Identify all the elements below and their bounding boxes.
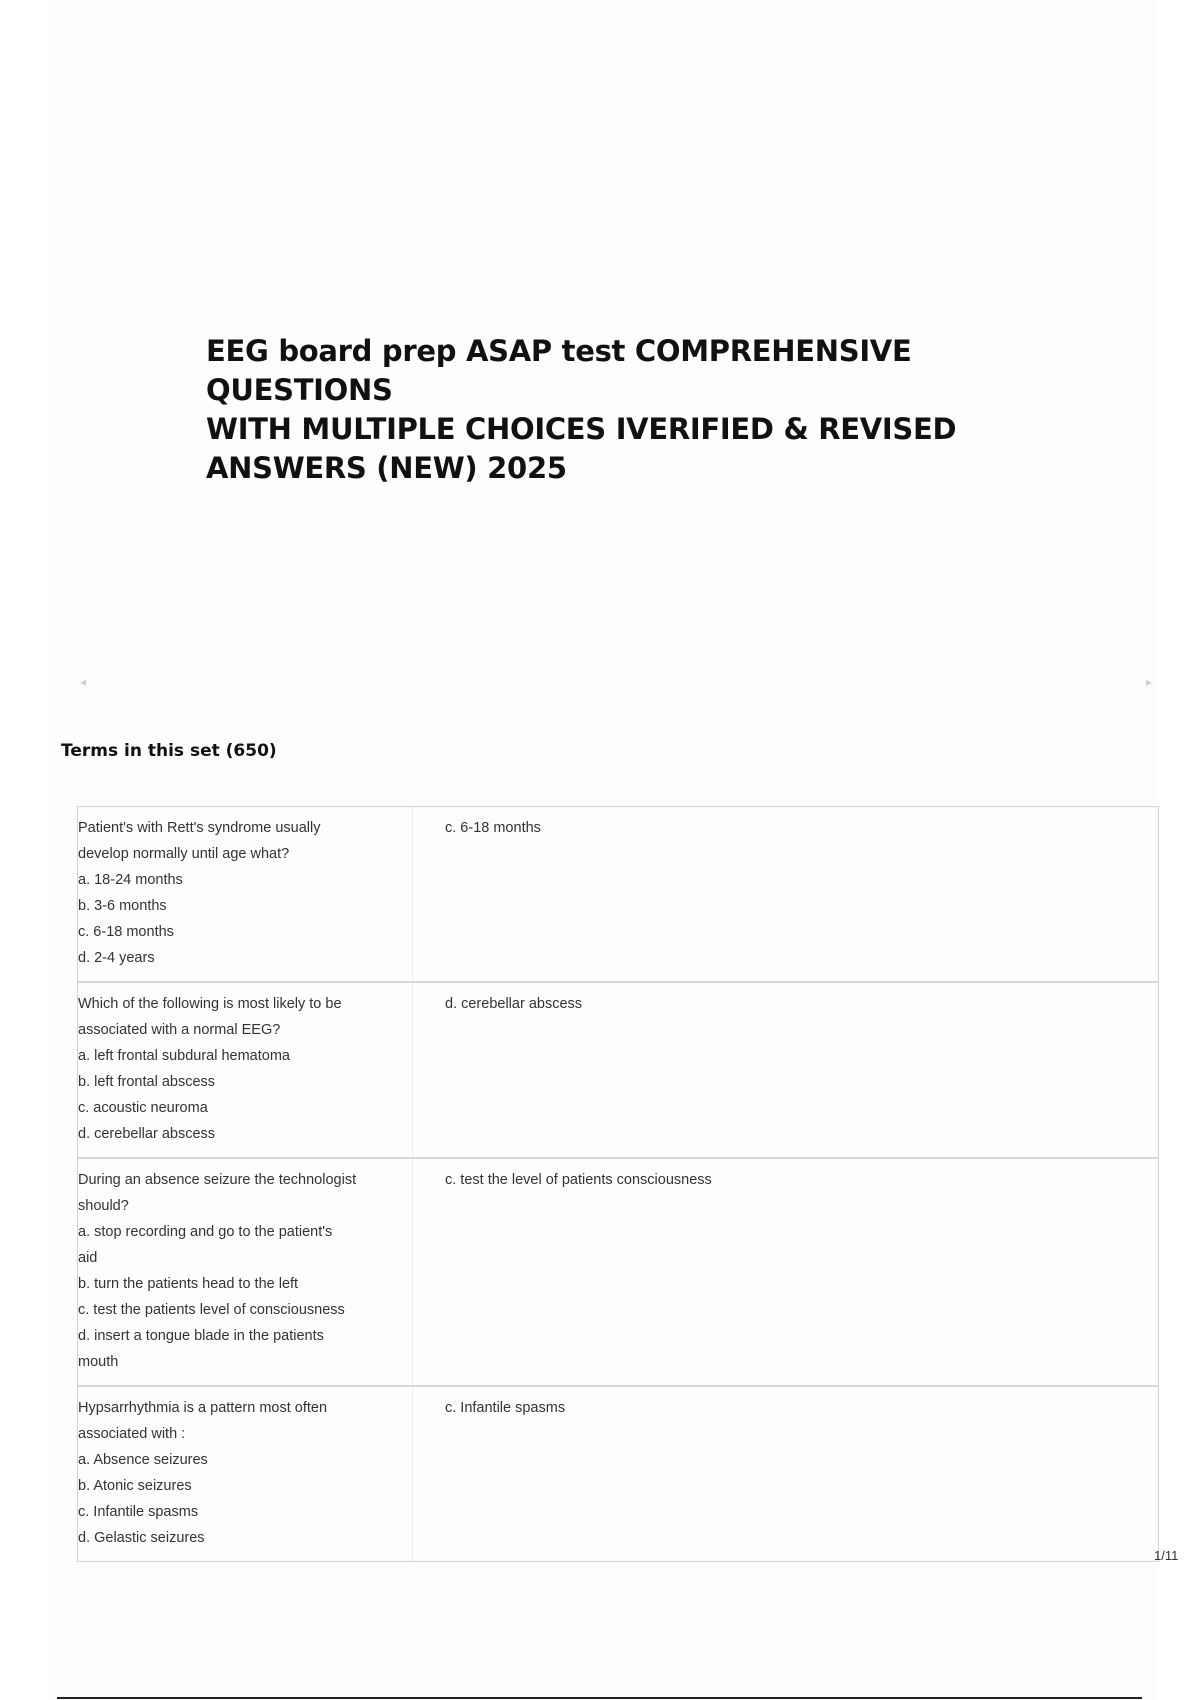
choice-line: d. 2-4 years xyxy=(78,950,155,966)
term-answer xyxy=(413,983,1158,1157)
answer-text: c. test the level of patients consciousness xyxy=(445,1172,712,1188)
question-line: associated with a normal EEG? xyxy=(78,1022,281,1038)
choice-line: c. acoustic neuroma xyxy=(78,1100,208,1116)
term-question xyxy=(78,1159,413,1385)
document-title xyxy=(206,332,1106,488)
term-answer xyxy=(413,807,1158,981)
footer-divider xyxy=(57,1697,1142,1699)
term-question xyxy=(78,983,413,1157)
choice-line: d. Gelastic seizures xyxy=(78,1530,205,1546)
choice-line: d. cerebellar abscess xyxy=(78,1126,216,1142)
question-line: Which of the following is most likely to be xyxy=(78,996,342,1012)
title-line: EEG board prep ASAP test COMPREHENSIVE QUESTIONS xyxy=(206,334,912,407)
choice-line: b. left frontal abscess xyxy=(78,1074,216,1090)
terms-heading: Terms in this set (650) xyxy=(61,741,277,761)
choice-line: c. 6-18 months xyxy=(78,924,174,940)
choice-line: c. Infantile spasms xyxy=(78,1504,199,1520)
question-line: Hypsarrhythmia is a pattern most often xyxy=(78,1400,328,1416)
choice-line: a. Absence seizures xyxy=(78,1452,208,1468)
term-question xyxy=(78,1387,413,1561)
term-row xyxy=(78,1385,1158,1561)
choice-line: b. Atonic seizures xyxy=(78,1478,192,1494)
previous-page-arrow-icon[interactable]: ◂ xyxy=(80,675,87,689)
choice-line: a. stop recording and go to the patient's xyxy=(78,1224,333,1240)
question-line: During an absence seizure the technologist xyxy=(78,1172,357,1188)
question-line: should? xyxy=(78,1198,129,1214)
choice-line: b. 3-6 months xyxy=(78,898,167,914)
title-line: WITH MULTIPLE CHOICES IVERIFIED & REVISED xyxy=(206,412,957,446)
choice-line: mouth xyxy=(78,1354,119,1370)
answer-text: d. cerebellar abscess xyxy=(445,996,583,1012)
term-answer xyxy=(413,1387,1158,1561)
choice-line: b. turn the patients head to the left xyxy=(78,1276,299,1292)
choice-line: a. 18-24 months xyxy=(78,872,183,888)
question-line: develop normally until age what? xyxy=(78,846,290,862)
terms-table xyxy=(77,806,1159,1562)
answer-text: c. 6-18 months xyxy=(445,820,541,836)
term-answer xyxy=(413,1159,1158,1385)
term-row xyxy=(78,981,1158,1157)
term-row xyxy=(78,807,1158,981)
next-page-arrow-icon[interactable]: ▸ xyxy=(1146,675,1153,689)
term-row xyxy=(78,1157,1158,1385)
page-number: 1/11 xyxy=(1154,1548,1179,1563)
choice-line: c. test the patients level of consciousness xyxy=(78,1302,345,1318)
question-line: Patient's with Rett's syndrome usually xyxy=(78,820,321,836)
choice-line: a. left frontal subdural hematoma xyxy=(78,1048,290,1064)
title-line: ANSWERS (NEW) 2025 xyxy=(206,451,567,485)
answer-text: c. Infantile spasms xyxy=(445,1400,566,1416)
term-question xyxy=(78,807,413,981)
question-line: associated with : xyxy=(78,1426,186,1442)
choice-line: d. insert a tongue blade in the patients xyxy=(78,1328,324,1344)
choice-line: aid xyxy=(78,1250,98,1266)
